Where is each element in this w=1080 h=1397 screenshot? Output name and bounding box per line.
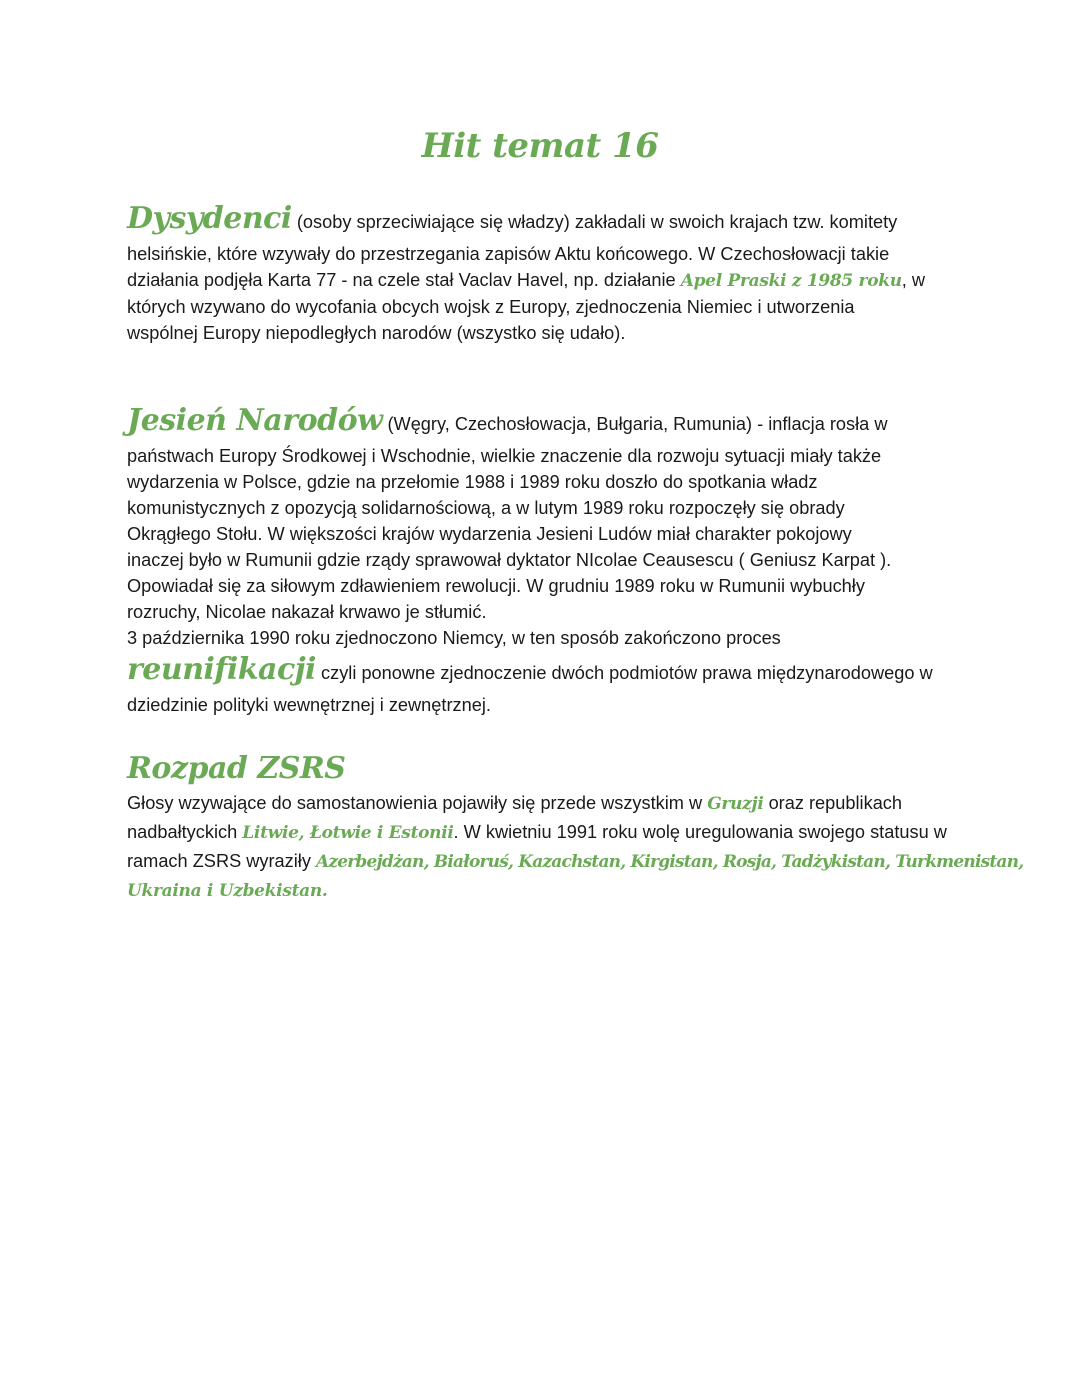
paragraph-line: inaczej było w Rumunii gdzie rządy sprawował dyktator NIcolae Ceausescu ( Geniusz Karpat ). (127, 550, 892, 570)
paragraph-line: helsińskie, które wzywały do przestrzegania zapisów Aktu końcowego. W Czechosłowacji takie (127, 244, 890, 264)
paragraph-line (127, 877, 957, 904)
term-reunifikacji: reunifikacji (127, 652, 316, 687)
paragraph-line (127, 652, 957, 687)
paragraph-line: których wzywano do wycofania obcych wojsk z Europy, zjednoczenia Niemiec i utworzenia (127, 297, 855, 317)
section-jesien-narodow (127, 403, 957, 718)
accent-apel-praski: Apel Praski z 1985 roku (680, 271, 902, 291)
paragraph-line (127, 403, 957, 438)
text-span: czyli ponowne zjednoczenie dwóch podmiotów prawa międzynarodowego w (315, 663, 933, 683)
text-span: , w (901, 270, 926, 290)
page-title: Hit temat 16 (421, 126, 659, 166)
paragraph-line (127, 267, 957, 294)
term-jesien-narodow: Jesień Narodów (127, 403, 383, 438)
paragraph-line (127, 819, 957, 846)
text-span: działania podjęła Karta 77 - na czele stał Vaclav Havel, np. działanie (127, 270, 681, 290)
text-span: . W kwietniu 1991 roku wolę uregulowania swojego statusu w (453, 822, 947, 842)
paragraph-line: wspólnej Europy niepodległych narodów (wszystko się udało). (127, 323, 626, 343)
paragraph-line (127, 790, 957, 817)
paragraph-line: Opowiadał się za siłowym zdławieniem rewolucji. W grudniu 1989 roku w Rumunii wybuchły (127, 576, 865, 596)
text-span: nadbałtyckich (127, 822, 243, 842)
section-rozpad-zsrs (127, 751, 1024, 904)
accent-baltic-states: Litwie, Łotwie i Estonii (242, 823, 454, 843)
text-span: (Węgry, Czechosłowacja, Bułgaria, Rumunia) - inflacja rosła w (387, 414, 888, 434)
paragraph-line: dziedzinie polityki wewnętrznej i zewnętrznej. (127, 695, 491, 715)
text-span: ramach ZSRS wyraziły (127, 851, 316, 871)
paragraph-line (127, 848, 1024, 875)
section-dysydenci (127, 201, 957, 346)
paragraph-line (127, 201, 957, 236)
paragraph-line: państwach Europy Środkowej i Wschodnie, wielkie znaczenie dla rozwoju sytuacji miały także (127, 446, 882, 466)
text-span: (osoby sprzeciwiające się władzy) zakładali w swoich krajach tzw. komitety (296, 212, 898, 232)
text-span: Głosy wzywające do samostanowienia pojawiły się przede wszystkim w (127, 793, 708, 813)
paragraph-line: 3 października 1990 roku zjednoczono Niemcy, w ten sposób zakończono proces (127, 628, 781, 648)
paragraph-line: wydarzenia w Polsce, gdzie na przełomie 1988 i 1989 roku doszło do spotkania władz (127, 472, 818, 492)
paragraph-line: Okrągłego Stołu. W większości krajów wydarzenia Jesieni Ludów miał charakter pokojowy (127, 524, 852, 544)
accent-republics-list-end: Ukraina i Uzbekistan. (127, 881, 328, 901)
paragraph-line: komunistycznych z opozycją solidarnościową, a w lutym 1989 roku rozpoczęły się obrady (127, 498, 845, 518)
paragraph-line: rozruchy, Nicolae nakazał krwawo je stłumić. (127, 602, 487, 622)
term-dysydenci: Dysydenci (127, 201, 292, 236)
accent-republics-list: Azerbejdżan, Białoruś, Kazachstan, Kirgistan, Rosja, Tadżykistan, Turkmenistan, (315, 852, 1024, 872)
text-span: oraz republikach (763, 793, 903, 813)
section-heading: Rozpad ZSRS (127, 751, 346, 786)
accent-gruzji: Gruzji (707, 794, 764, 814)
